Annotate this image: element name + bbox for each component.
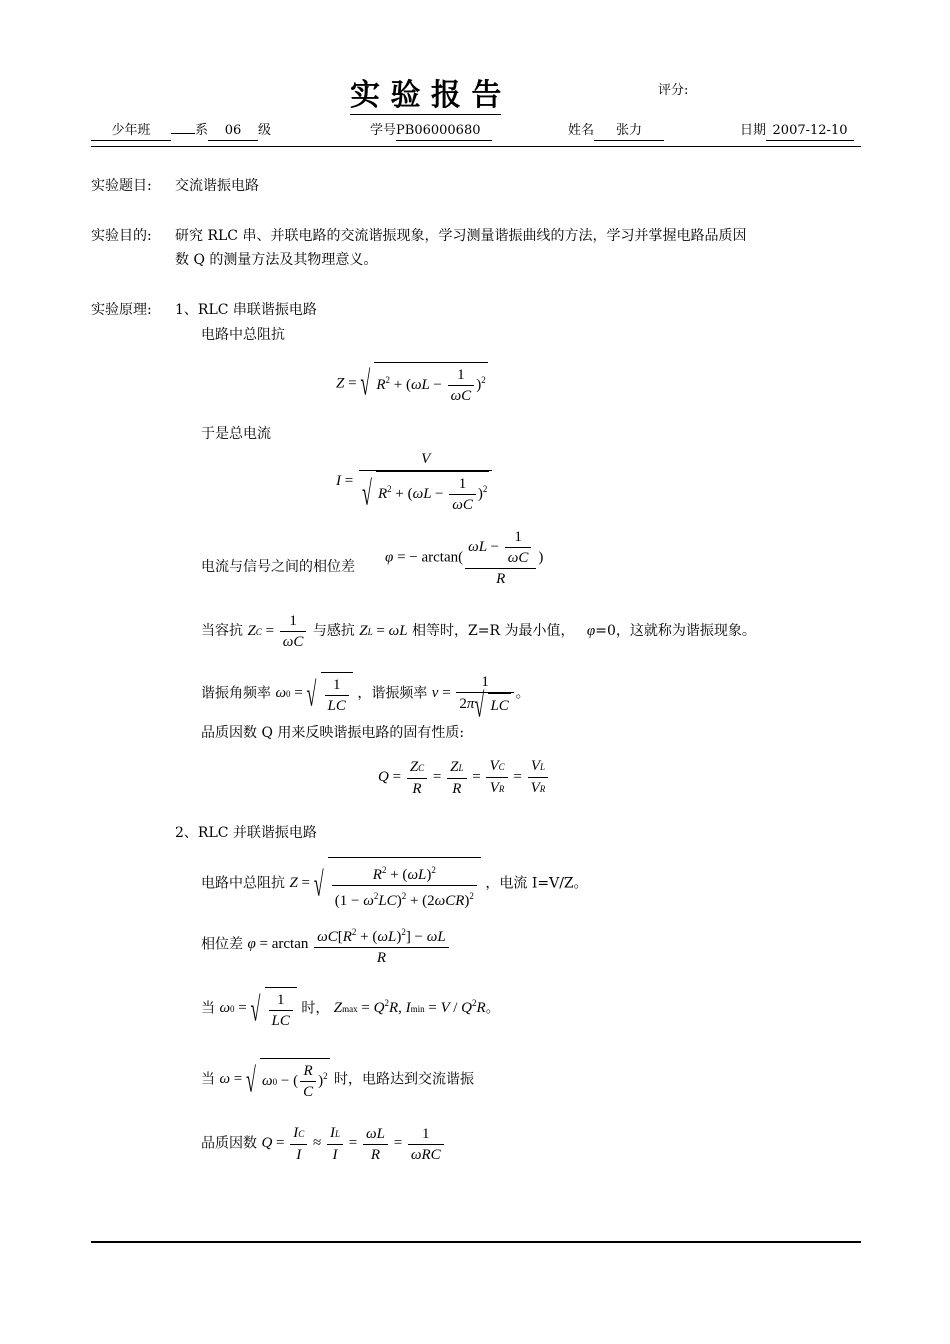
freq-text: ，谐振频率: [357, 685, 428, 702]
p-impedance-text: 电路中总阻抗: [201, 875, 285, 892]
series-impedance-formula: Z = √ $R^2 + (\omega L$ − $\frac{1}{\omega C}$ )$^2$: [336, 362, 488, 406]
p-resonance-suffix: 时，电路达到交流谐振: [334, 1071, 475, 1088]
student-id: [370, 122, 492, 141]
date-label: 日期: [740, 123, 767, 138]
phase-text: 电流与信号之间的相位差: [201, 559, 355, 575]
parallel-phase-line: 相位差 φ = arctan $\frac{\omega C[R^2 + (\omega L)^2] - \omega L}{R}$: [201, 922, 451, 968]
resonance-mid: 与感抗: [312, 622, 355, 639]
footer-rule: [91, 1241, 861, 1243]
topic-label: 实验题目:: [91, 178, 152, 194]
p-current-text: ，电流 I=V/Z。: [485, 875, 588, 892]
phi-zero: =0，这就称为谐振现象。: [595, 622, 756, 639]
p-when-end: 。: [485, 1000, 500, 1017]
dept-value: 06: [208, 122, 258, 141]
p-when: 当: [201, 1000, 215, 1017]
topic-value: 交流谐振电路: [175, 178, 259, 194]
name-label: 姓名: [568, 123, 595, 138]
parallel-resonance-line: 当 ω = √ ω0 − ( $\frac{R}{C}$ )$^2$ 时，电路达到交流谐振: [201, 1058, 474, 1102]
p-phase-text: 相位差: [201, 936, 243, 953]
name-value: 张力: [594, 122, 664, 141]
dept-label: 系: [195, 123, 209, 138]
date-value: 2007-12-10: [766, 122, 854, 141]
current-text: 于是总电流: [201, 426, 271, 442]
freq-end: 。: [515, 685, 530, 702]
p-resonance-prefix: 当: [201, 1071, 215, 1088]
series-phase-formula: φ = − arctan( ωL − $\frac{1}{\omega C}$ R ): [385, 529, 544, 587]
angular-freq-text: 谐振角频率: [201, 685, 271, 702]
resonance-line: 当容抗 ZC = $\frac{1}{\omega C}$ 与感抗 ZL = ωL 相等时，Z=R 为最小值， φ=0，这就称为谐振现象。: [201, 613, 756, 650]
class-info: [91, 122, 271, 141]
resonance-prefix: 当容抗: [201, 622, 243, 639]
resonance-freq-line: 谐振角频率 ω0 = √ $\frac{1}{LC}$ ，谐振频率 ν = $\frac{1}{2\pi√ LC}$ 。: [201, 672, 530, 716]
report-date: [740, 122, 854, 141]
score-label: 评分:: [658, 83, 689, 98]
parallel-impedance-line: 电路中总阻抗 Z = √ $\frac{R^2 + (\omega L)^2}{(1 - \omega^2LC)^2 + (2\omega CR)^2}$ ，电流 I=V/Z。: [201, 857, 588, 911]
series-q-formula: Q = $\frac{ZC}{R}$ = $\frac{ZL}{R}$ = $\frac{VC}{VR}$ = $\frac{VL}{VR}$: [378, 756, 550, 799]
parallel-max-line: 当 ω0 = √ $\frac{1}{LC}$ 时， $Zmax = Q^2R$, $Imin = V / Q^2R$。: [201, 987, 500, 1031]
series-heading: 1、RLC 串联谐振电路: [175, 302, 317, 318]
p-when-suffix: 时，: [301, 1000, 330, 1017]
resonance-suffix: 相等时，Z=R 为最小值，: [412, 622, 575, 639]
purpose-label: 实验目的:: [91, 228, 152, 244]
report-title: 实 验 报 告: [350, 70, 501, 115]
impedance-text: 电路中总阻抗: [201, 327, 285, 343]
parallel-heading: 2、RLC 并联谐振电路: [175, 825, 317, 841]
student-id-label: 学号: [370, 123, 397, 138]
series-current-formula: I = V √ $R^2 + (\omega L$ − $\frac{1}{\omega C}$ )$^2$: [336, 448, 494, 515]
q-text: 品质因数 Q 用来反映谐振电路的固有性质:: [201, 725, 465, 741]
principle-label: 实验原理:: [91, 302, 152, 318]
student-id-value: PB06000680: [396, 122, 492, 141]
student-name: [568, 122, 664, 141]
p-q-text: 品质因数: [201, 1135, 257, 1152]
purpose-line-2: 数 Q 的测量方法及其物理意义。: [175, 252, 378, 268]
purpose-line-1: 研究 RLC 串、并联电路的交流谐振现象，学习测量谐振曲线的方法，学习并掌握电路品质因: [175, 228, 747, 244]
grade-label: 级: [258, 123, 272, 138]
header-rule: [91, 146, 861, 147]
class-name: 少年班: [91, 122, 171, 141]
parallel-q-line: 品质因数 Q = $\frac{IC}{I}$ ≈ $\frac{IL}{I}$ = $\frac{\omega L}{R}$ = $\frac{1}{\text{ωRC}}$: [201, 1123, 446, 1165]
